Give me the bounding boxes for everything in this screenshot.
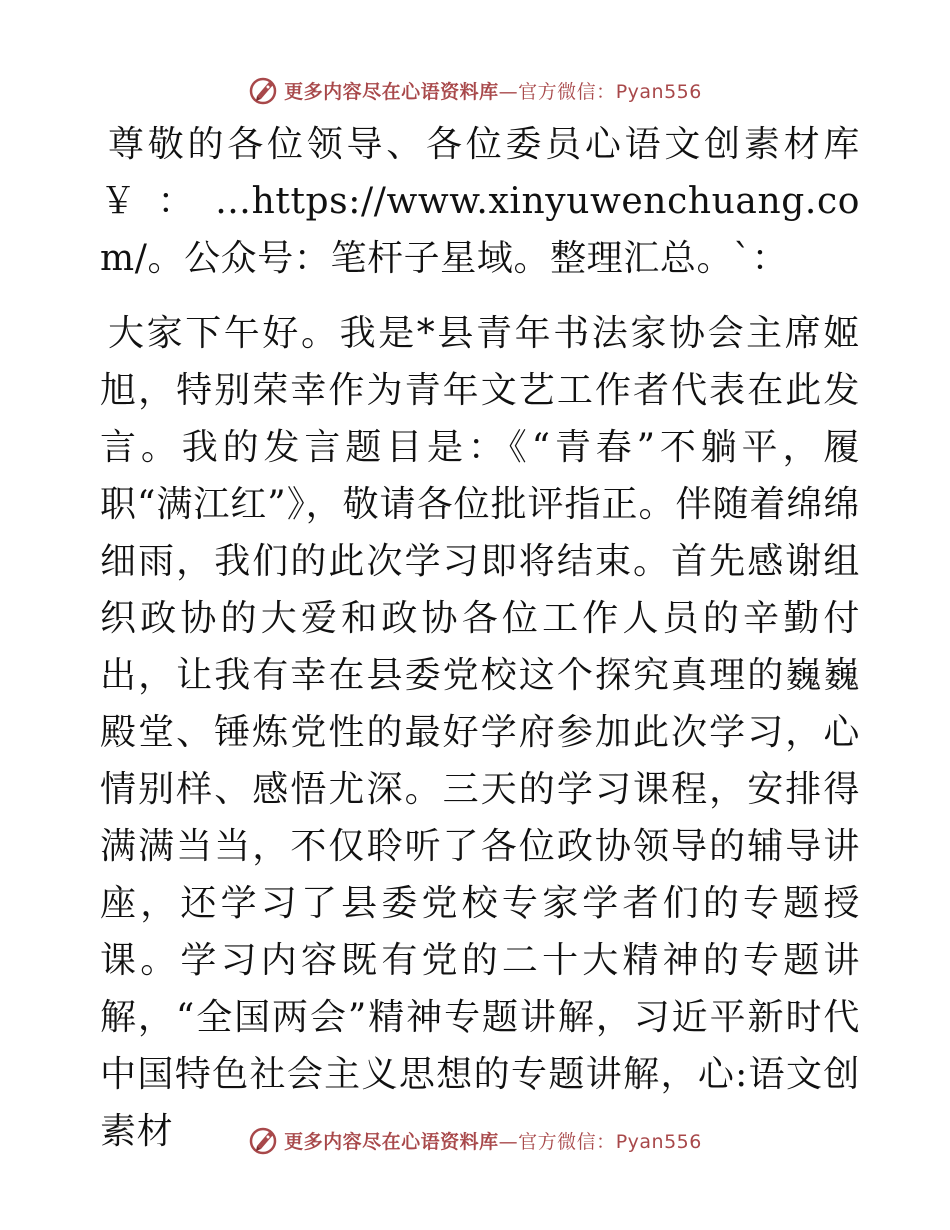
watermark-wechat-id: Pyan556 (615, 1130, 702, 1153)
watermark-text (284, 77, 702, 104)
watermark-official-label: 官方微信： (518, 1130, 616, 1153)
pen-logo-icon (248, 1124, 280, 1156)
header-watermark (0, 70, 950, 110)
paragraph-main: 大家下午好。我是*县青年书法家协会主席姬旭，特别荣幸作为青年文艺工作者代表在此发言。我的发言题目是：《“青春”不躺平，履职“满江红”》，敬请各位批评指正。伴随着绵绵细雨，我们的此次学习即将结束。首先感谢组织政协的大爱和政协各位工作人员的辛勤付出，让我有幸在县委党校这个探究真理的巍巍殿堂、锤炼党性的最好学府参加此次学习，心情别样、感悟尤深。三天的学习课程，安排得满满当当，不仅聆听了各位政协领导的辅导讲座，还学习了县委党校专家学者们的专题授课。学习内容既有党的二十大精神的专题讲解，“全国两会”精神专题讲解，习近平新时代中国特色社会主义思想的专题讲解，心:语文创素材 (100, 313, 860, 1152)
pen-logo-icon (248, 74, 280, 106)
document-body (100, 116, 860, 1160)
paragraph-salutation: 尊敬的各位领导、各位委员心语文创素材库￥：…https://www.xinyuwenchuang.com/。公众号：笔杆子星域。整理汇总。`： (100, 124, 860, 279)
footer-watermark (0, 1120, 950, 1160)
watermark-official-label: 官方微信： (518, 80, 616, 103)
watermark-main: 更多内容尽在心语资料库 (284, 1130, 499, 1153)
watermark-text (284, 1127, 702, 1154)
watermark-wechat-id: Pyan556 (615, 80, 702, 103)
watermark-separator: — (498, 80, 519, 103)
watermark-separator: — (498, 1130, 519, 1153)
watermark-main: 更多内容尽在心语资料库 (284, 80, 499, 103)
